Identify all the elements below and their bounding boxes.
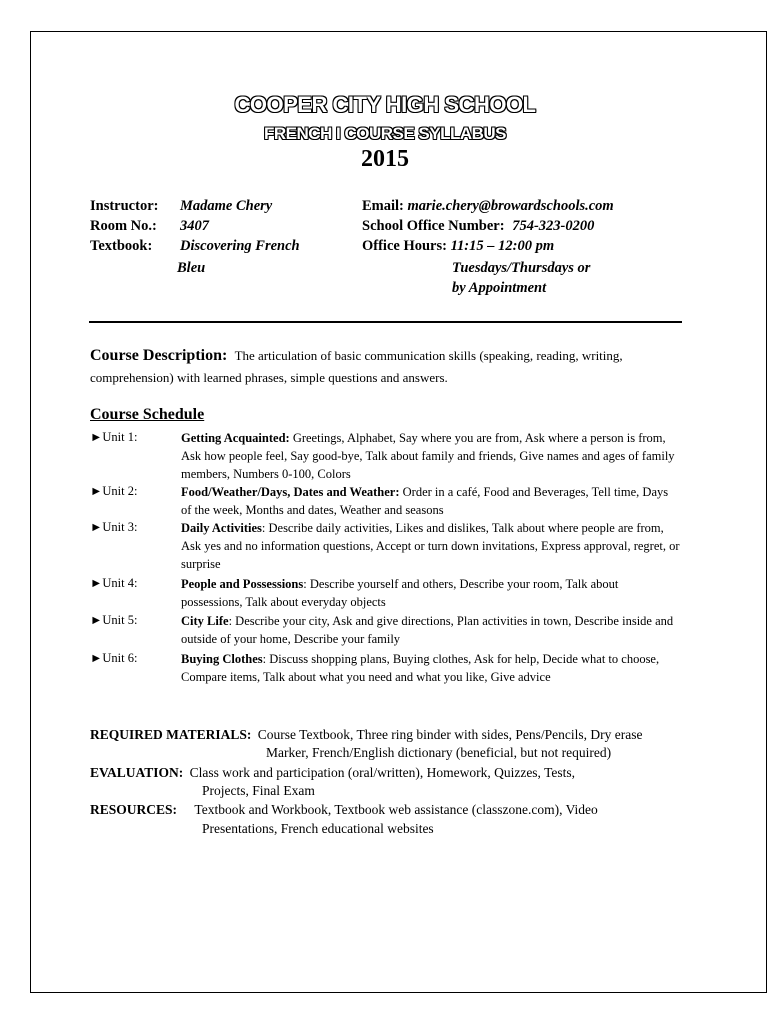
instructor-name: Madame Chery	[180, 198, 273, 214]
materials-text-1: Course Textbook, Three ring binder with sides, Pens/Pencils, Dry erase	[257, 727, 643, 742]
course-title: FRENCH I COURSE SYLLABUS	[263, 124, 507, 143]
evaluation-line-1	[90, 763, 575, 782]
unit-description	[181, 650, 681, 686]
room-number: 3407	[180, 218, 209, 234]
unit-label: ►Unit 3:	[90, 520, 138, 534]
textbook-label: Textbook:	[90, 238, 153, 254]
hours-label: Office Hours:	[362, 238, 447, 254]
unit-label: ►Unit 4:	[90, 576, 138, 590]
unit-topics: : Describe daily activities, Likes and dislikes, Talk about where people are from, Ask yes and no information questions, Accept or turn down invitations, Express approval, regret, or surprise	[181, 521, 680, 571]
evaluation-label: EVALUATION:	[90, 765, 184, 780]
hours-appointment: by Appointment	[452, 280, 547, 296]
materials-line-1	[90, 725, 643, 744]
unit-title: Getting Acquainted:	[181, 431, 290, 445]
office-label: School Office Number:	[362, 218, 505, 234]
unit-title: City Life	[181, 614, 229, 628]
unit-description	[181, 429, 681, 483]
email-label: Email:	[362, 198, 404, 214]
description-heading: Course Description:	[90, 347, 228, 364]
resources-text-2: Presentations, French educational websites	[202, 821, 434, 836]
textbook-name-cont: Bleu	[177, 260, 206, 276]
unit-description	[181, 483, 681, 519]
room-label: Room No.:	[90, 218, 157, 234]
instructor-label: Instructor:	[90, 198, 159, 214]
unit-topics: Greetings, Alphabet, Say where you are from, Ask where a person is from, Ask how people feel, Say good-bye, Talk about family and friends, Give names and ages of family members, Numbers 0-100, Colors	[181, 431, 675, 481]
unit-topics: : Describe yourself and others, Describe your room, Talk about possessions, Talk about everyday objects	[181, 577, 619, 609]
unit-title: Buying Clothes	[181, 652, 263, 666]
unit-label: ►Unit 1:	[90, 430, 138, 444]
unit-label: ►Unit 5:	[90, 613, 138, 627]
unit-description	[181, 519, 681, 573]
course-description	[90, 345, 690, 389]
unit-label: ►Unit 2:	[90, 484, 138, 498]
unit-description	[181, 575, 681, 611]
office-line	[362, 216, 594, 237]
resources-line-1	[90, 800, 598, 819]
unit-title: Food/Weather/Days, Dates and Weather:	[181, 485, 400, 499]
email-line	[362, 196, 614, 217]
office-number: 754-323-0200	[512, 218, 595, 234]
resources-text-1: Textbook and Workbook, Textbook web assistance (classzone.com), Video	[194, 802, 598, 817]
unit-topics: : Describe your city, Ask and give directions, Plan activities in town, Describe inside and outside of your home, Describe your family	[181, 614, 674, 646]
description-text: The articulation of basic communication skills (speaking, reading, writing, comprehension) with learned phrases, simple questions and answers.	[90, 348, 623, 385]
section-divider	[89, 321, 682, 323]
email-address[interactable]: marie.chery@browardschools.com	[407, 198, 614, 214]
hours-days: Tuesdays/Thursdays or	[452, 260, 591, 276]
materials-text-2: Marker, French/English dictionary (beneficial, but not required)	[266, 745, 612, 760]
resources-label: RESOURCES:	[90, 802, 178, 817]
unit-title: People and Possessions	[181, 577, 304, 591]
unit-topics: Order in a café, Food and Beverages, Tell time, Days of the week, Months and dates, Weather and seasons	[181, 485, 669, 517]
hours-line	[362, 236, 554, 257]
unit-description	[181, 612, 681, 648]
school-title: COOPER CITY HIGH SCHOOL	[234, 92, 536, 117]
evaluation-text-2: Projects, Final Exam	[202, 783, 315, 798]
evaluation-text-1: Class work and participation (oral/written), Homework, Quizzes, Tests,	[189, 765, 575, 780]
unit-topics: : Discuss shopping plans, Buying clothes, Ask for help, Decide what to choose, Compare items, Talk about what you need and what you like, Give advice	[181, 652, 660, 684]
unit-title: Daily Activities	[181, 521, 262, 535]
schedule-heading: Course Schedule	[90, 406, 205, 423]
year-title: 2015	[361, 146, 409, 172]
unit-label: ►Unit 6:	[90, 651, 138, 665]
materials-label: REQUIRED MATERIALS:	[90, 727, 252, 742]
textbook-name: Discovering French	[180, 238, 300, 254]
hours-time: 11:15 – 12:00 pm	[450, 238, 555, 254]
